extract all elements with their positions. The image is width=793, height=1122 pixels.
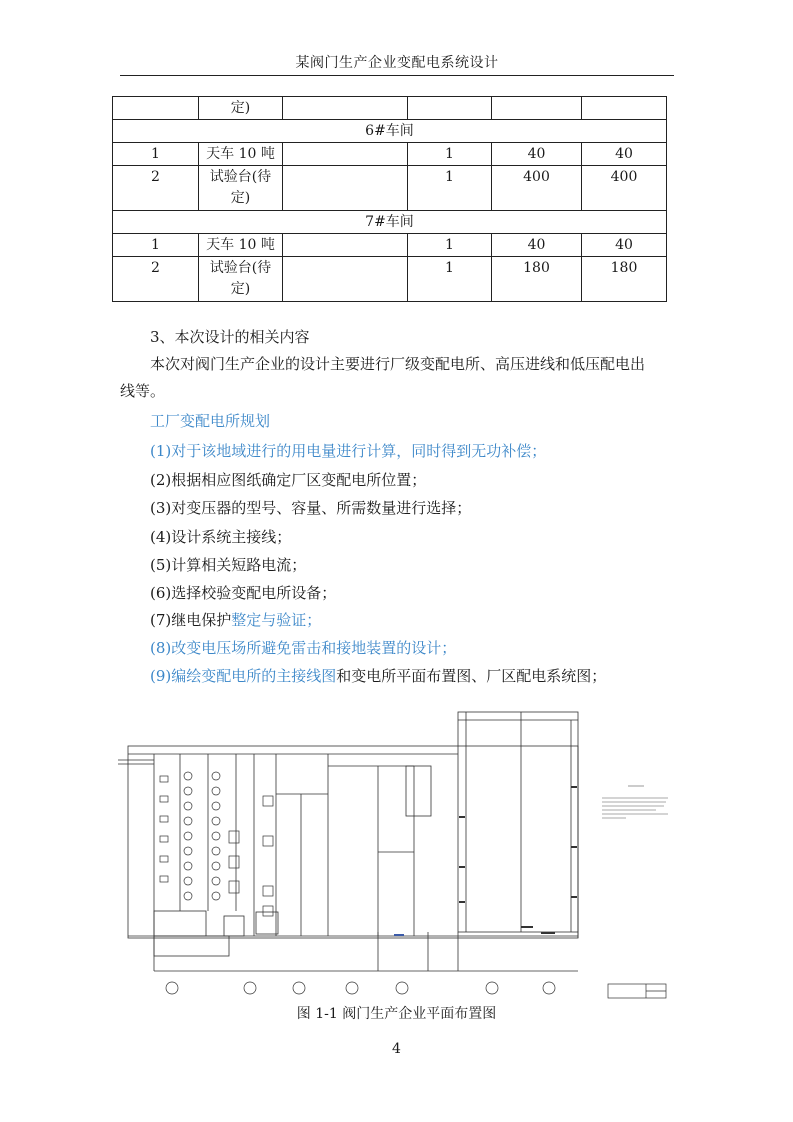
group-header-7: 7#车间 xyxy=(113,211,667,234)
table-row xyxy=(113,143,667,166)
cell-line: 试验台(待 xyxy=(209,169,272,185)
table-group-row xyxy=(113,120,667,143)
table-cell xyxy=(283,257,408,302)
list-item-9 xyxy=(150,665,606,687)
table-cell: 1 xyxy=(113,234,199,257)
table-cell: 1 xyxy=(408,166,492,211)
table-row xyxy=(113,97,667,120)
list-item-2: (2)根据相应图纸确定厂区变配电所位置； xyxy=(150,471,427,489)
group-header-6: 6#车间 xyxy=(113,120,667,143)
list-item-8: (8)改变电压场所避免雷击和接地装置的设计； xyxy=(150,639,457,657)
page-header-title: 某阀门生产企业变配电系统设计 xyxy=(295,55,499,71)
list-item-9-text: 和变电所平面布置图、厂区配电系统图； xyxy=(336,667,607,685)
table-cell xyxy=(283,97,408,120)
table-cell: 40 xyxy=(582,234,667,257)
list-item-6: (6)选择校验变配电所设备； xyxy=(150,584,337,602)
factory-floor-plan xyxy=(116,706,676,1001)
table-cell xyxy=(492,97,582,120)
table-cell: 2 xyxy=(113,257,199,302)
table-cell: 2 xyxy=(113,166,199,211)
cell-line: 定) xyxy=(230,281,251,297)
section-heading: 3、本次设计的相关内容 xyxy=(150,328,310,346)
table-cell: 天车 10 吨 xyxy=(199,143,283,166)
table-row xyxy=(113,166,667,211)
table-row xyxy=(113,234,667,257)
table-row xyxy=(113,257,667,302)
table-cell xyxy=(113,97,199,120)
list-item-3: (3)对变压器的型号、容量、所需数量进行选择； xyxy=(150,499,472,517)
list-item-4: (4)设计系统主接线； xyxy=(150,528,292,546)
table-cell: 定) xyxy=(199,97,283,120)
table-cell xyxy=(199,257,283,302)
plan-title: 工厂变配电所规划 xyxy=(150,412,271,430)
table-cell: 1 xyxy=(408,257,492,302)
intro-paragraph-line1: 本次对阀门生产企业的设计主要进行厂级变配电所、高压进线和低压配电出 xyxy=(150,355,646,373)
list-item-5: (5)计算相关短路电流； xyxy=(150,556,307,574)
table-cell: 1 xyxy=(408,234,492,257)
header-rule xyxy=(120,75,674,76)
table-cell: 400 xyxy=(582,166,667,211)
cell-line: 试验台(待 xyxy=(209,260,272,276)
table-cell: 1 xyxy=(408,143,492,166)
equipment-table xyxy=(112,96,667,302)
page-number: 4 xyxy=(392,1041,401,1057)
list-item-1: (1)对于该地域进行的用电量进行计算，同时得到无功补偿； xyxy=(150,442,547,460)
table-cell: 40 xyxy=(582,143,667,166)
table-cell xyxy=(283,143,408,166)
table-cell: 40 xyxy=(492,143,582,166)
table-cell xyxy=(408,97,492,120)
table-cell: 1 xyxy=(113,143,199,166)
table-group-row xyxy=(113,211,667,234)
table-cell xyxy=(283,166,408,211)
table-cell: 180 xyxy=(492,257,582,302)
intro-paragraph-line2: 线等。 xyxy=(120,382,166,400)
list-item-7-highlight: 整定与验证； xyxy=(231,611,322,629)
list-item-9-highlight: (9)编绘变配电所的主接线图 xyxy=(150,667,337,685)
table-cell: 180 xyxy=(582,257,667,302)
table-cell: 40 xyxy=(492,234,582,257)
table-cell xyxy=(283,234,408,257)
list-item-7-text: (7)继电保护 xyxy=(150,611,232,629)
table-cell: 天车 10 吨 xyxy=(199,234,283,257)
table-cell: 400 xyxy=(492,166,582,211)
figure-caption: 图 1-1 阀门生产企业平面布置图 xyxy=(296,1006,497,1022)
list-item-7 xyxy=(150,609,321,631)
table-cell xyxy=(582,97,667,120)
table-cell xyxy=(199,166,283,211)
cell-line: 定) xyxy=(230,190,251,206)
